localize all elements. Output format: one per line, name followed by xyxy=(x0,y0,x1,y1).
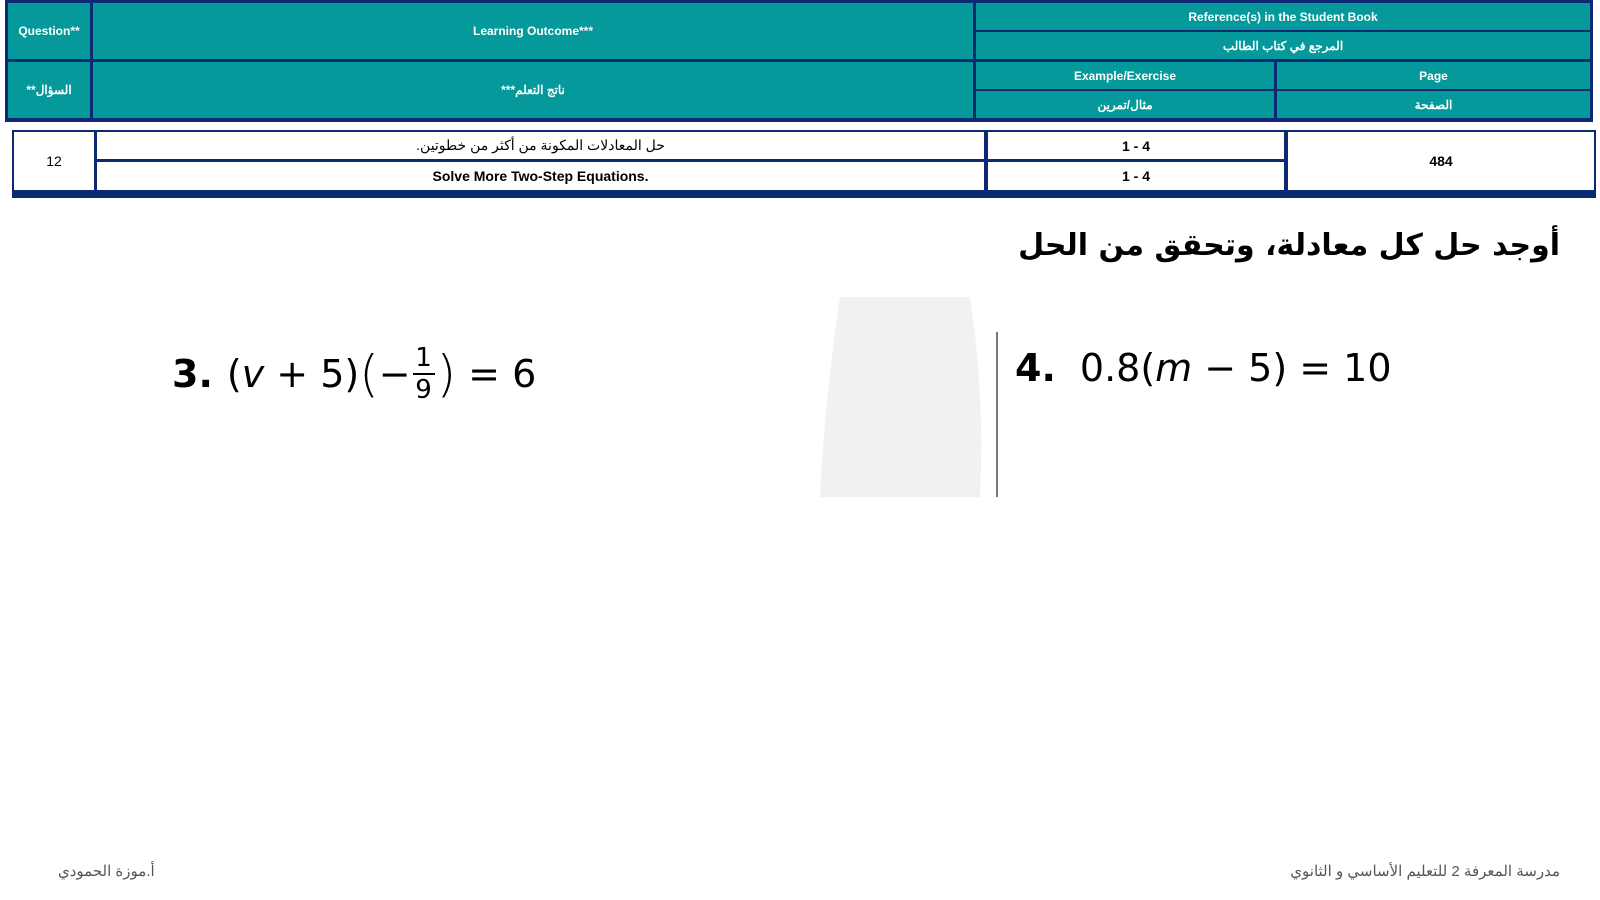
problem-3-paren-right: ) xyxy=(436,345,457,403)
problem-4 xyxy=(1015,346,1392,390)
problem-3-rest: = 6 xyxy=(456,352,537,396)
outcome-header-ar: ناتج التعلم*** xyxy=(93,62,973,118)
background-shape xyxy=(820,297,990,497)
problem-3-fraction xyxy=(413,345,435,403)
problem-3 xyxy=(172,345,536,403)
problem-3-paren-left: ( xyxy=(359,345,379,403)
problem-3-variable: v xyxy=(241,352,265,396)
outcome-en: Solve More Two-Step Equations. xyxy=(97,162,984,190)
column-divider xyxy=(996,332,998,497)
question-number: 12 xyxy=(14,132,94,190)
fraction-numerator: 1 xyxy=(415,343,432,373)
problem-3-open-paren: ( xyxy=(226,352,242,396)
fraction-denominator: 9 xyxy=(415,375,432,405)
problem-3-mid: + 5) xyxy=(264,352,360,396)
outcome-header-en: Learning Outcome*** xyxy=(93,3,973,59)
example-range-2: 1 - 4 xyxy=(988,162,1284,190)
reference-header-ar: المرجع في كتاب الطالب xyxy=(976,32,1590,59)
page-number: 484 xyxy=(1288,132,1594,190)
reference-header-en: Reference(s) in the Student Book xyxy=(976,3,1590,30)
example-header-ar: مثال/تمرين xyxy=(976,91,1274,118)
example-range-1: 1 - 4 xyxy=(988,132,1284,159)
question-header-ar: السؤال** xyxy=(8,62,90,118)
problem-4-lead: 0.8( xyxy=(1079,346,1156,390)
instruction-text: أوجد حل كل معادلة، وتحقق من الحل xyxy=(1018,228,1560,263)
problem-4-number: 4. xyxy=(1015,346,1056,390)
question-header-en: Question** xyxy=(8,3,90,59)
page-header-en: Page xyxy=(1277,62,1590,89)
school-name: مدرسة المعرفة 2 للتعليم الأساسي و الثانوي xyxy=(1290,863,1560,880)
problem-4-variable: m xyxy=(1155,346,1193,390)
problem-4-rest: − 5) = 10 xyxy=(1192,346,1392,390)
example-header-en: Example/Exercise xyxy=(976,62,1274,89)
header-table xyxy=(5,0,1593,122)
page-header-ar: الصفحة xyxy=(1277,91,1590,118)
outcome-ar: حل المعادلات المكونة من أكثر من خطوتين. xyxy=(97,132,984,159)
table-row xyxy=(12,130,1596,198)
problem-3-negative: − xyxy=(378,352,411,396)
teacher-name: أ.موزة الحمودي xyxy=(58,863,155,880)
problem-3-number: 3. xyxy=(172,352,213,396)
